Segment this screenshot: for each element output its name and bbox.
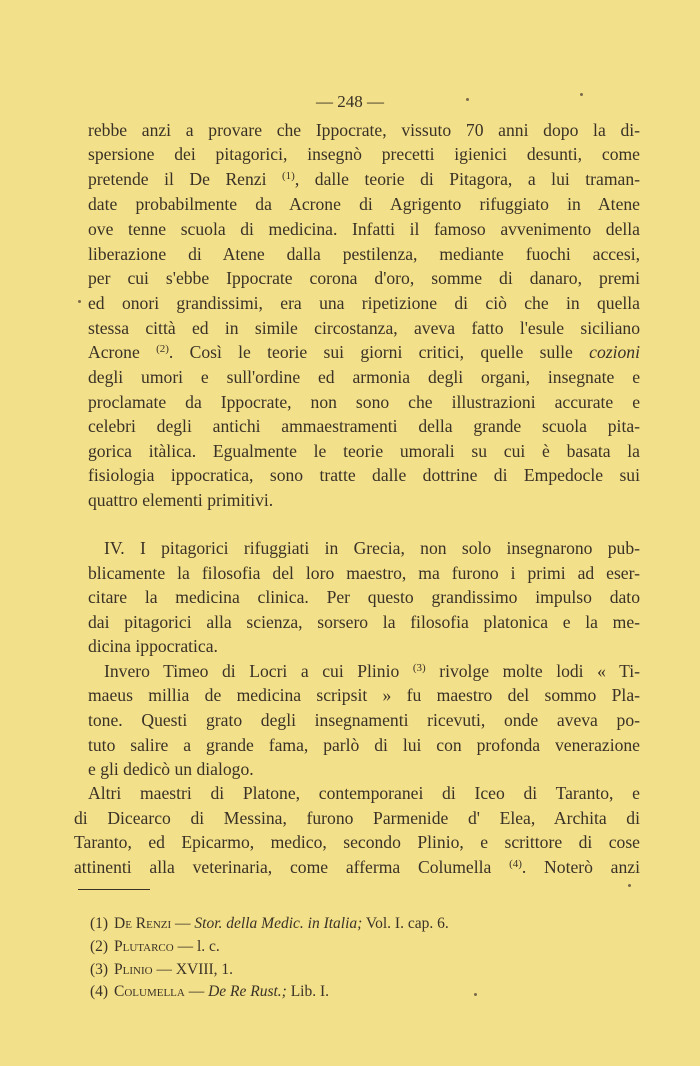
line-text: blicamente la filosofia del loro maestro, ma furono i primi ad eser- — [88, 563, 640, 583]
line-text: spersione dei pitagorici, insegnò precetti igienici desunti, come — [88, 144, 640, 164]
text-line — [88, 781, 640, 805]
text-line — [88, 118, 640, 142]
footnote-separator-dash: — — [171, 915, 195, 932]
line-text: date probabilmente da Acrone di Agrigento rifuggiato in Atene — [88, 194, 640, 214]
text-line — [88, 390, 640, 414]
text-line — [88, 291, 640, 315]
line-text: degli umori e sull'ordine ed armonia degli organi, insegnate e — [88, 367, 640, 387]
footnote-author: Columella — [114, 983, 185, 1000]
text-line — [88, 610, 640, 634]
footnote — [90, 981, 329, 1003]
speck-mark — [474, 993, 477, 996]
line-text: rivolge molte lodi « Ti- — [425, 661, 641, 681]
text-line — [88, 192, 640, 216]
footnote-ref: (1) — [282, 170, 295, 182]
line-text: . Così le teorie sui giorni critici, quelle sulle — [168, 342, 590, 362]
line-text: maeus millia de medicina scripsit » fu maestro del sommo Pla- — [88, 685, 640, 705]
footnote — [90, 913, 449, 935]
footnote-ref: (3) — [412, 662, 426, 674]
footnote-number: (1) — [90, 915, 109, 932]
text-line — [88, 757, 640, 781]
line-text: , dalle teorie di Pitagora, a lui traman- — [294, 169, 640, 189]
footnote-author: De Renzi — [114, 915, 172, 932]
footnote-separator — [78, 889, 150, 890]
line-text: pretende il De Renzi — [88, 169, 283, 189]
text-line — [88, 316, 640, 340]
footnote-author: Plinio — [114, 961, 153, 978]
emphasis-text: cozioni — [589, 342, 640, 362]
line-text: fisiologia ippocratica, sono tratte dalle dottrine di Empedocle sui — [88, 465, 640, 485]
line-text: Altri maestri di Platone, contemporanei di Iceo di Taranto, e — [88, 783, 640, 803]
footnote-author: Plutarco — [114, 938, 174, 955]
footnote-separator-dash: — — [152, 961, 176, 978]
speck-mark — [78, 300, 81, 303]
footnote-reference: XVIII, 1. — [175, 961, 234, 978]
line-text: gorica itàlica. Egualmente le teorie umorali su cui è basata la — [88, 441, 640, 461]
text-line — [104, 659, 640, 683]
text-line — [88, 217, 640, 241]
text-line — [88, 488, 640, 512]
line-text: IV. I pitagorici rifuggiati in Grecia, non solo insegnarono pub- — [104, 538, 640, 558]
line-text: ove tenne scuola di medicina. Infatti il famoso avvenimento della — [88, 219, 640, 239]
text-line — [74, 855, 640, 879]
text-line — [88, 634, 640, 658]
text-line — [88, 167, 640, 191]
text-line — [88, 561, 640, 585]
text-line — [88, 683, 640, 707]
speck-mark — [580, 93, 583, 96]
footnote-work: Stor. della Medic. in Italia; — [194, 915, 363, 932]
text-line — [74, 806, 640, 830]
line-text: proclamate da Ippocrate, non sono che illustrazioni accurate e — [88, 392, 640, 412]
footnote-number: (2) — [90, 938, 109, 955]
footnote-separator-dash: — — [173, 938, 197, 955]
speck-mark — [628, 884, 631, 887]
line-text: di Dicearco di Messina, furono Parmenide d' Elea, Archita di — [74, 808, 640, 828]
line-text: e gli dedicò un dialogo. — [88, 759, 254, 779]
text-line — [88, 585, 640, 609]
line-text: dai pitagorici alla scienza, sorsero la filosofia platonica e la me- — [88, 612, 640, 632]
line-text: liberazione di Atene dalla pestilenza, mediante fuochi accesi, — [88, 244, 640, 264]
text-line — [88, 733, 640, 757]
footnote-reference: Vol. I. cap. 6. — [362, 915, 449, 932]
line-text: Acrone — [88, 342, 157, 362]
line-text: per cui s'ebbe Ippocrate corona d'oro, somme di danaro, premi — [88, 268, 640, 288]
line-text: tuto salire a grande fama, parlò di lui con profonda venerazione — [88, 735, 640, 755]
footnote-work: De Re Rust.; — [208, 983, 287, 1000]
footnote-ref: (4) — [509, 858, 522, 870]
page-number: — 248 — — [316, 92, 384, 111]
line-text: Invero Timeo di Locri a cui Plinio — [104, 661, 413, 681]
line-text: celebri degli antichi ammaestramenti della grande scuola pita- — [88, 416, 640, 436]
text-line — [104, 536, 640, 560]
text-line — [88, 266, 640, 290]
line-text: quattro elementi primitivi. — [88, 490, 274, 510]
text-line — [88, 242, 640, 266]
line-text: attinenti alla veterinaria, come afferma Columella — [74, 857, 510, 877]
text-line — [88, 365, 640, 389]
line-text: ed onori grandissimi, era una ripetizione di ciò che in quella — [88, 293, 640, 313]
line-text: dicina ippocratica. — [88, 636, 218, 656]
line-text: Taranto, ed Epicarmo, medico, secondo Plinio, e scrittore di cose — [74, 832, 640, 852]
text-line — [88, 340, 640, 364]
footnote-number: (4) — [90, 983, 109, 1000]
footnote-separator-dash: — — [184, 983, 209, 1000]
text-line — [88, 463, 640, 487]
footnote — [90, 936, 220, 958]
text-line — [88, 708, 640, 732]
speck-mark — [466, 98, 469, 101]
footnote-ref: (2) — [156, 343, 169, 355]
text-line — [88, 414, 640, 438]
footnote-reference: l. c. — [196, 938, 220, 955]
text-line — [88, 439, 640, 463]
text-line — [88, 142, 640, 166]
line-text: tone. Questi grato degli insegnamenti ricevuti, onde aveva po- — [88, 710, 640, 730]
footnote-reference: Lib. I. — [286, 983, 330, 1000]
line-text: rebbe anzi a provare che Ippocrate, vissuto 70 anni dopo la di- — [88, 120, 640, 140]
line-text: stessa città ed in simile circostanza, aveva fatto l'esule siciliano — [88, 318, 640, 338]
text-line — [74, 830, 640, 854]
footnote — [90, 959, 233, 981]
line-text: . Noterò anzi — [521, 857, 640, 877]
line-text: citare la medicina clinica. Per questo grandissimo impulso dato — [88, 587, 640, 607]
footnote-number: (3) — [90, 961, 109, 978]
